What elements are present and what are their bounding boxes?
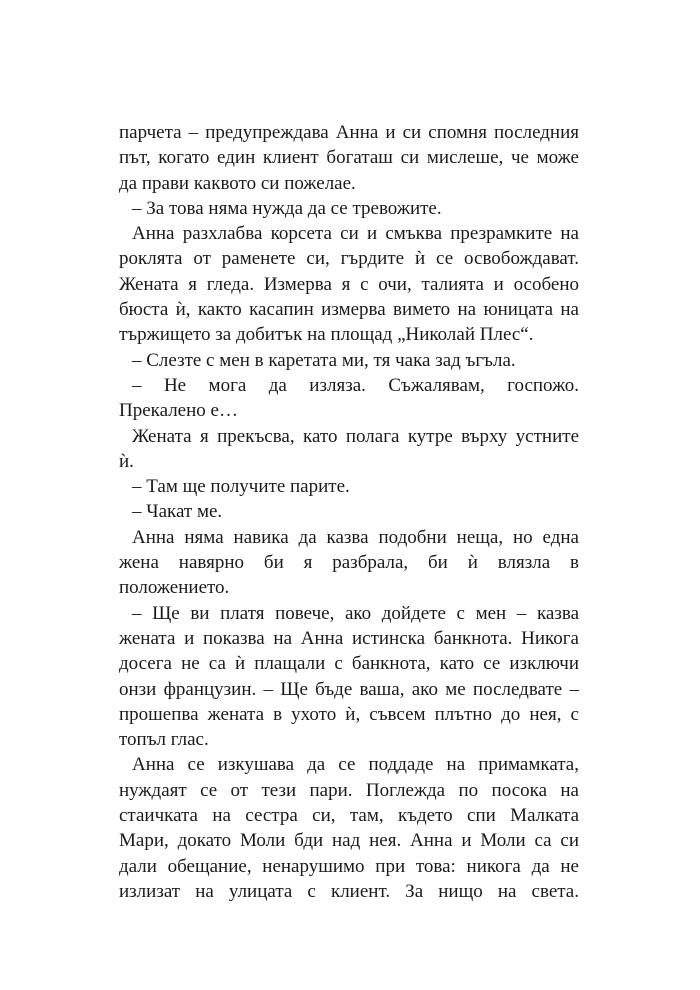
text-line: Жената я гледа. Измерва я с очи, талията и особено [119,273,579,295]
body-text [119,120,579,904]
text-line: Жената я прекъсва, като полага кутре върху устните [132,425,579,447]
text-line: нуждаят се от тези пари. Поглежда по посока на [119,779,579,801]
text-line: – Чакат ме. [132,501,223,523]
text-line: – Не мога да изляза. Съжалявам, госпожо. [132,374,579,396]
text-line: Анна няма навика да казва подобни неща, но една [132,526,579,548]
text-line: жената и показва на Анна истинска банкнота. Никога [119,627,579,649]
text-line: да прави каквото си пожелае. [119,172,356,194]
text-line: жена навярно би я разбрала, би ѝ влязла в [119,552,579,574]
text-line: положението. [119,577,230,599]
text-line: парчета – предупреждава Анна и си спомня последния [119,122,579,143]
text-line: досега не са ѝ плащали с банкнота, като се изключи [119,653,579,675]
text-line: Прекалено е… [119,400,238,422]
text-line: онзи французин. – Ще бъде ваша, ако ме последвате – [119,678,579,700]
text-line: път, когато един клиент богаташ си мислеше, че може [119,147,579,169]
text-line: Анна се изкушава да се поддаде на примамката, [132,754,579,776]
text-line: Анна разхлабва корсета си и смъква презрамките на [132,223,579,245]
text-line: – Там ще получите парите. [132,476,350,498]
text-line: ѝ. [119,450,134,472]
text-line: дали обещание, ненарушимо при това: никога да не [119,855,579,877]
text-line: излизат на улицата с клиент. За нищо на света. [119,880,579,902]
text-line: топъл глас. [119,729,209,751]
text-line: Мари, докато Моли бди над нея. Анна и Моли са си [119,830,579,852]
text-line: прошепва жената в ухото ѝ, съвсем плътно до нея, с [119,703,579,725]
text-line: – За това няма нужда да се тревожите. [132,197,442,219]
text-line: роклята от раменете си, гърдите ѝ се освобождават. [119,248,579,270]
text-line: стаичката на сестра си, там, където спи Малката [119,805,579,827]
text-line: бюста ѝ, както касапин измерва вимето на юницата на [119,299,579,321]
text-line: тържището за добитък на площад „Николай Плес“. [119,324,534,346]
text-line: – Ще ви платя повече, ако дойдете с мен – казва [132,602,579,624]
text-line: – Слезте с мен в каретата ми, тя чака зад ъгъла. [132,349,516,371]
